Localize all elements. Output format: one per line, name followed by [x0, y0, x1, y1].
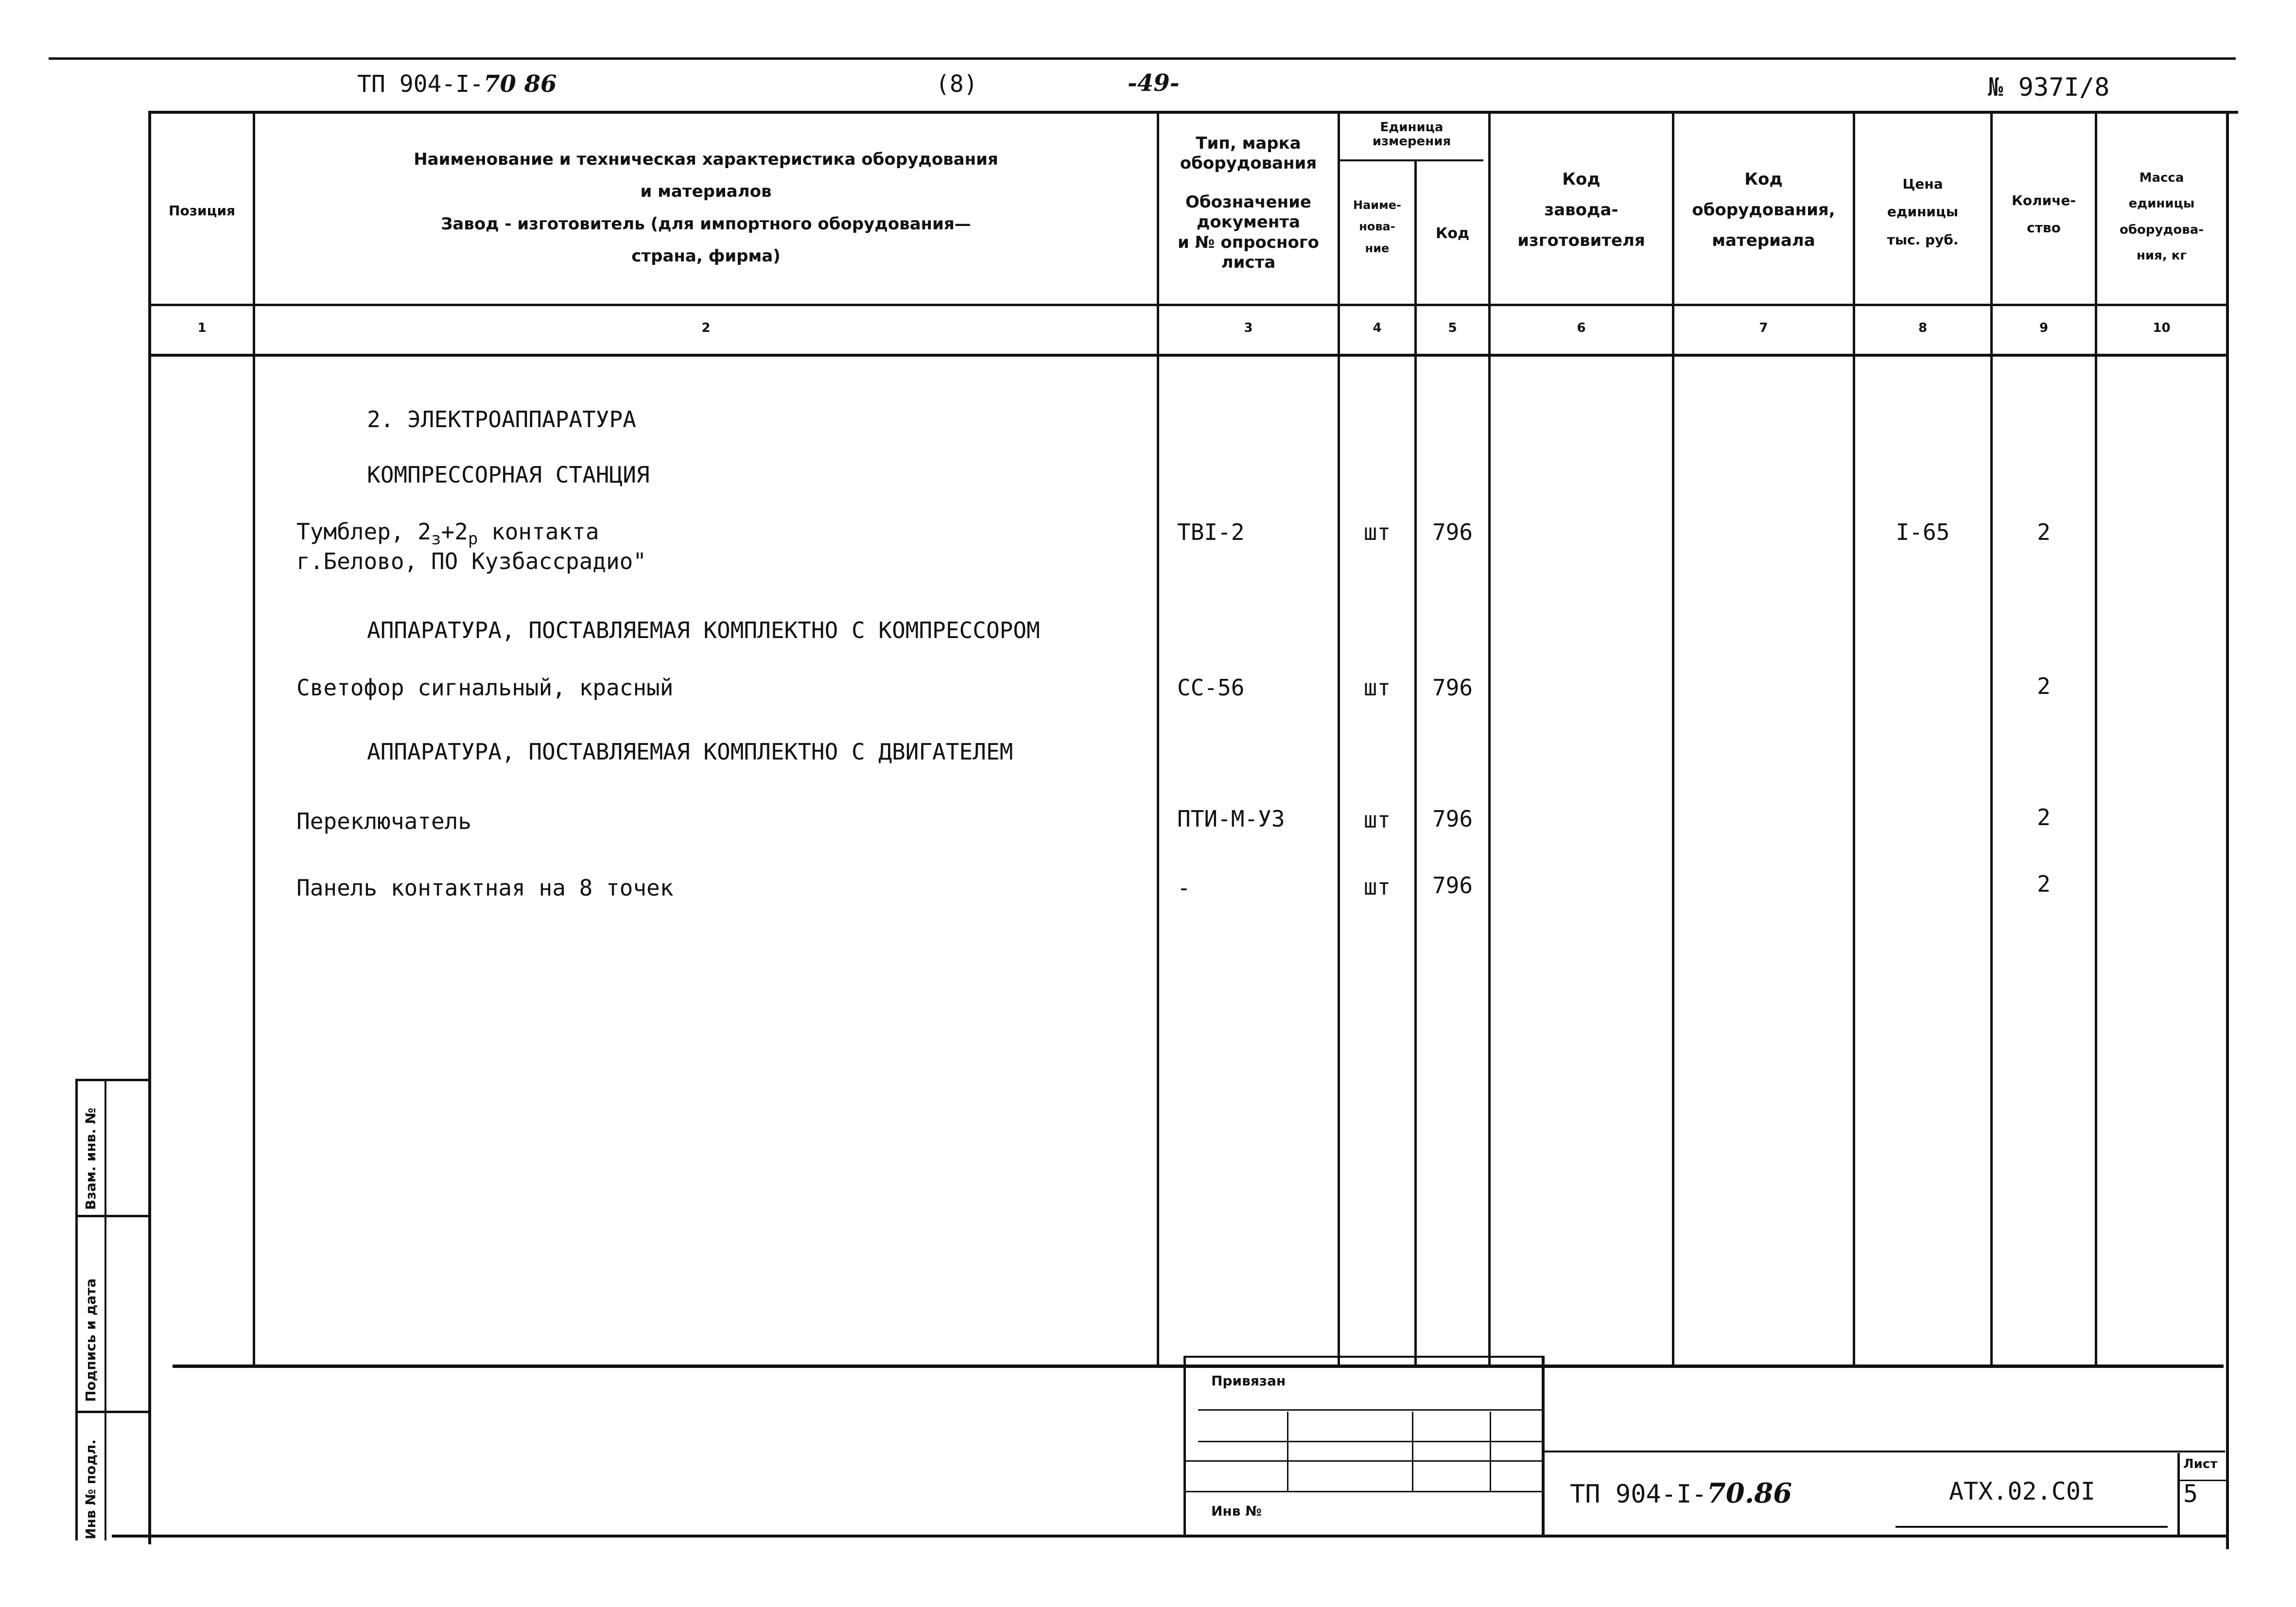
margin-field-inventory: Инв № подл.: [83, 1439, 99, 1539]
header-factory-code-line2: завода-: [1544, 200, 1618, 220]
stamp-sheet-label: Лист: [2183, 1457, 2218, 1471]
table-row-name: Светофор сигнальный, красный: [296, 674, 674, 701]
col-line-2: [1157, 111, 1159, 1365]
header-price: [1855, 170, 1990, 254]
header-unit-name-line1: Наиме-: [1353, 198, 1401, 212]
header-mass-line4: ния, кг: [2136, 248, 2187, 263]
col-line-1: [253, 111, 255, 1365]
frame-bottom: [112, 1535, 2229, 1538]
header-type-line1: Тип, марка: [1196, 134, 1301, 153]
stamp-designation: АТХ.02.С0I: [1949, 1477, 2096, 1505]
row1-name-b: +2: [441, 518, 468, 545]
part-number: (8): [936, 70, 978, 98]
stamp-sheet-number: 5: [2183, 1480, 2198, 1508]
table-row-unit: шт: [1363, 874, 1391, 900]
table-row-qty: 2: [2037, 804, 2051, 830]
margin-divider-2: [75, 1411, 151, 1413]
header-mass-line3: оборудова-: [2119, 222, 2204, 237]
header-unit-group-line2: измерения: [1372, 134, 1451, 149]
top-rule: [49, 57, 2236, 60]
margin-top-line: [75, 1079, 151, 1081]
stamp-tie-top: [1183, 1356, 1543, 1358]
stamp-sheet-box-line: [2177, 1453, 2180, 1536]
stamp-tie-vline-1: [1287, 1412, 1288, 1492]
frame-top: [148, 111, 2238, 114]
header-price-line2: единицы: [1887, 204, 1959, 220]
table-row-type: ТВI-2: [1177, 519, 1245, 545]
column-number: 1: [197, 321, 207, 335]
column-number: 6: [1577, 321, 1586, 335]
table-row-code: 796: [1432, 674, 1473, 701]
header-name-line4: страна, фирма): [631, 246, 781, 266]
header-quantity-line1: Количе-: [2011, 192, 2076, 208]
column-number: 7: [1759, 321, 1768, 335]
col-line-6: [1672, 111, 1674, 1365]
section-heading: АППАРАТУРА, ПОСТАВЛЯЕМАЯ КОМПЛЕКТНО С ДВИГАТЕЛЕМ: [367, 739, 1013, 765]
section-heading: КОМПРЕССОРНАЯ СТАНЦИЯ: [367, 462, 650, 488]
header-bottom-rule: [148, 304, 2228, 306]
stamp-tie-left: [1183, 1356, 1186, 1536]
table-row-type: -: [1177, 875, 1191, 901]
header-quantity-line2: ство: [2027, 220, 2061, 236]
stamp-code-hand: 70.86: [1706, 1477, 1792, 1509]
column-number: 8: [1918, 321, 1928, 335]
section-heading: 2. ЭЛЕКТРОАППАРАТУРА: [367, 406, 636, 432]
header-quantity: [1993, 187, 2095, 242]
project-code: [357, 70, 557, 98]
header-unit-group-line1: Единица: [1380, 120, 1444, 135]
header-price-line1: Цена: [1902, 176, 1943, 192]
header-name: [255, 143, 1157, 272]
header-name-line1: Наименование и техническая характеристика оборудования: [414, 150, 998, 169]
header-unit-code: [1417, 223, 1488, 245]
stamp-code: [1570, 1477, 1792, 1509]
table-row-code: 796: [1432, 519, 1473, 545]
header-equipment-code-line2: оборудования,: [1692, 200, 1835, 220]
numbers-bottom-rule: [148, 354, 2228, 357]
stamp-code-prefix: ТП 904-I-: [1570, 1480, 1707, 1509]
stamp-tie-vline-2: [1412, 1412, 1413, 1492]
table-row-type: ПТИ-М-У3: [1177, 806, 1285, 832]
col-line-3: [1338, 111, 1340, 1365]
header-equipment-code: [1674, 164, 1853, 256]
header-unit-name: [1340, 194, 1414, 259]
column-number: 3: [1244, 321, 1253, 335]
header-type-line3: Обозначение: [1185, 192, 1311, 212]
table-row-name: Панель контактная на 8 точек: [296, 875, 674, 901]
col-line-4: [1414, 159, 1417, 1365]
margin-field-replacement: Взам. инв. №: [83, 1107, 99, 1210]
table-row-code: 796: [1432, 806, 1473, 832]
project-code-text: ТП 904-I-: [357, 70, 484, 98]
row1-manufacturer: г.Белово, ПО Кузбассрадио": [296, 548, 647, 575]
column-number: 9: [2039, 321, 2049, 335]
header-price-line3: тыс. руб.: [1887, 231, 1959, 248]
column-number: 10: [2153, 321, 2171, 335]
header-factory-code-line3: изготовителя: [1517, 230, 1645, 250]
table-row-price: I-65: [1896, 519, 1950, 545]
stamp-top-rule: [173, 1365, 2224, 1368]
header-mass-line1: Масса: [2139, 171, 2184, 185]
column-number: 5: [1448, 321, 1457, 335]
unit-group-rule: [1338, 159, 1483, 161]
header-position-label: Позиция: [169, 203, 235, 219]
stamp-right-rule: [1545, 1451, 2225, 1452]
header-type-line6: листа: [1221, 253, 1276, 273]
page-number: -49-: [1128, 69, 1180, 97]
header-name-line2: и материалов: [640, 182, 772, 202]
stamp-tie-vline-3: [1490, 1412, 1491, 1492]
margin-field-signature: Подпись и дата: [83, 1278, 99, 1402]
header-mass: [2097, 165, 2226, 269]
header-equipment-code-line3: материала: [1712, 230, 1815, 250]
section-heading: АППАРАТУРА, ПОСТАВЛЯЕМАЯ КОМПЛЕКТНО С КОМПРЕССОРОМ: [367, 617, 1040, 643]
header-mass-line2: единицы: [2128, 196, 2195, 211]
stamp-footer-underline: [1896, 1526, 2168, 1528]
margin-divider-1: [75, 1215, 151, 1217]
table-row-type: СС-56: [1177, 674, 1245, 701]
col-line-9: [2095, 111, 2097, 1365]
row1-name-c: контакта: [478, 518, 599, 545]
stamp-tied-label: Привязан: [1211, 1373, 1286, 1389]
margin-outer-line: [75, 1079, 78, 1540]
table-row-unit: шт: [1363, 519, 1391, 545]
row1-name-a: Тумблер, 2: [296, 518, 431, 545]
header-unit-name-line3: ние: [1365, 241, 1390, 255]
table-row-qty: 2: [2037, 871, 2051, 897]
table-row-unit: шт: [1363, 807, 1391, 833]
margin-inner-line: [104, 1079, 106, 1540]
inventory-number: № 937I/8: [1988, 73, 2110, 102]
stamp-tie-right: [1542, 1356, 1545, 1536]
table-row-qty: 2: [2037, 519, 2051, 545]
header-position: [151, 200, 253, 221]
table-row-code: 796: [1432, 872, 1473, 899]
table-row-name: Переключатель: [296, 808, 472, 834]
stamp-tie-line-1: [1198, 1409, 1542, 1411]
header-equipment-code-line1: Код: [1744, 170, 1783, 189]
header-type: [1159, 134, 1338, 273]
col-line-8: [1990, 111, 1993, 1365]
column-number: 4: [1373, 321, 1382, 335]
header-type-line4: документа: [1196, 212, 1301, 232]
row1-sub-b: р: [468, 529, 478, 549]
frame-right: [2226, 111, 2229, 1549]
header-unit-name-line2: нова-: [1359, 220, 1395, 234]
table-row-qty: 2: [2037, 673, 2051, 699]
header-factory-code: [1491, 164, 1672, 256]
col-line-5: [1488, 111, 1491, 1365]
column-number: 2: [701, 321, 711, 335]
col-line-7: [1853, 111, 1855, 1365]
header-name-line3: Завод - изготовитель (для импортного оборудования—: [441, 214, 971, 234]
table-row-unit: шт: [1363, 674, 1391, 701]
project-code-hand: 70 86: [484, 70, 557, 98]
table-row-name: [296, 519, 646, 574]
header-unit-group: [1340, 121, 1483, 148]
header-unit-code-label: Код: [1435, 225, 1470, 242]
header-factory-code-line1: Код: [1562, 170, 1600, 189]
header-type-line2: оборудования: [1180, 154, 1317, 173]
stamp-inv-label: Инв №: [1211, 1503, 1262, 1519]
row1-sub-a: з: [431, 529, 441, 549]
header-type-line5: и № опросного: [1177, 232, 1320, 252]
